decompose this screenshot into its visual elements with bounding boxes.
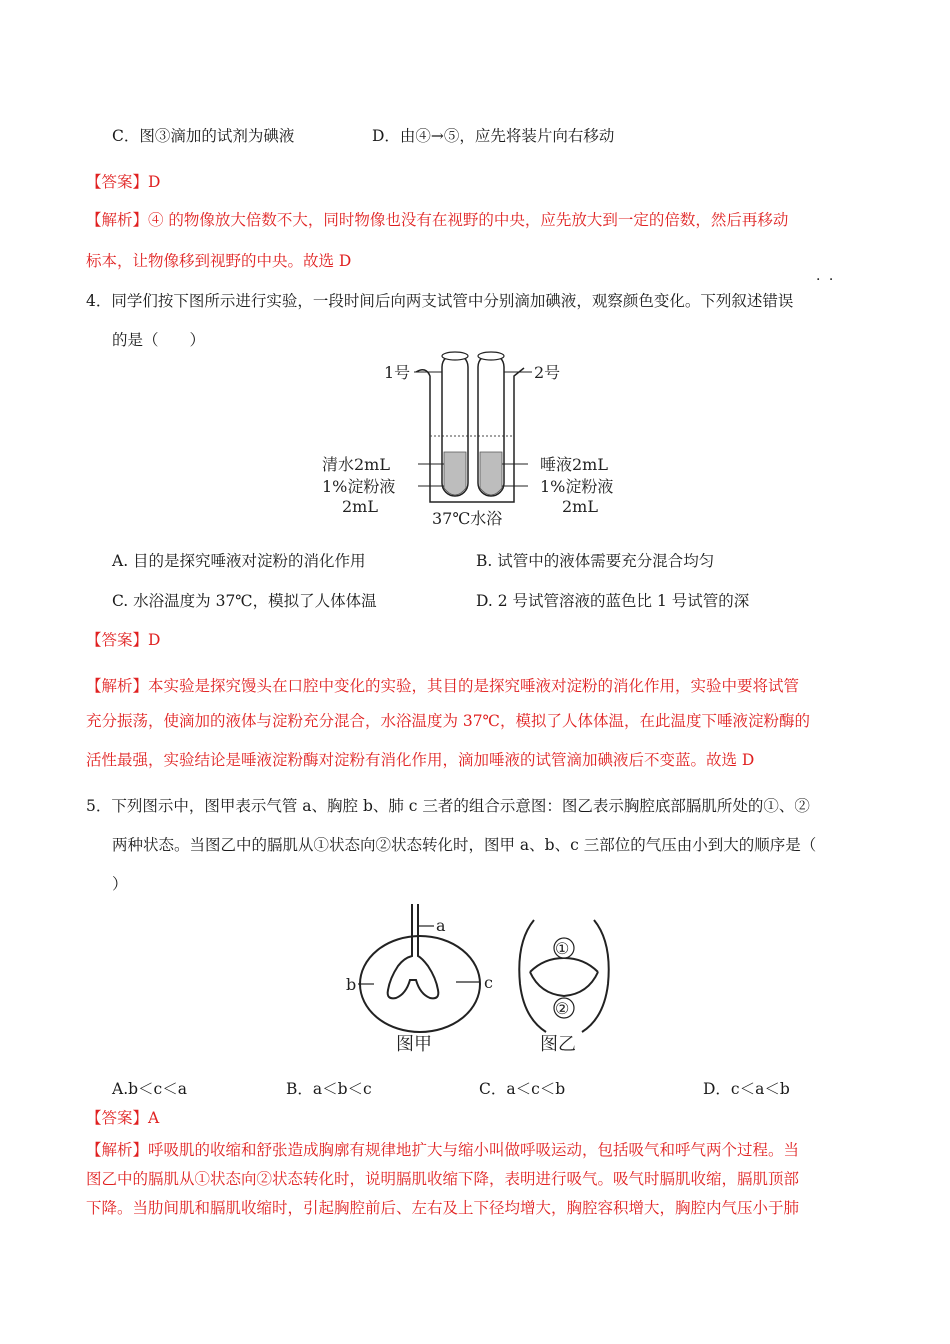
- q5-analysis-line3: 下降。当肋间肌和膈肌收缩时，引起胸腔前后、左右及上下径均增大，胸腔容积增大，胸腔内气压小于肺: [86, 1199, 800, 1217]
- q4-emphasis-dots: · ·: [816, 272, 836, 288]
- tube-1-label: 1号: [384, 363, 411, 382]
- tube-2-liquid: [480, 452, 502, 495]
- q4-stem-line2: 的是（ ）: [112, 331, 206, 349]
- q5-respiration-figure: [340, 898, 620, 1058]
- q4-option-a: A. 目的是探究唾液对淀粉的消化作用: [112, 552, 366, 570]
- q3-option-d: D．由④→⑤，应先将装片向右移动: [372, 127, 615, 145]
- q5-option-b: B．a＜b＜c: [286, 1080, 372, 1098]
- q4-analysis-line2: 充分振荡，使滴加的液体与淀粉充分混合，水浴温度为 37℃，模拟了人体体温，在此温度下唾液淀粉酶的: [86, 712, 810, 730]
- left-label-3: 2mL: [342, 497, 378, 516]
- tube-2-label: 2号: [534, 363, 561, 382]
- diaphragm-state-2: [530, 972, 598, 996]
- q3-analysis-line2: 标本，让物像移到视野的中央。故选 D: [86, 252, 352, 270]
- q3-answer: 【答案】D: [86, 173, 161, 191]
- q5-answer: 【答案】A: [86, 1109, 160, 1127]
- right-label-3: 2mL: [562, 497, 598, 516]
- q4-analysis-line1: 【解析】本实验是探究馒头在口腔中变化的实验，其目的是探究唾液对淀粉的消化作用，实验中要将试管: [86, 677, 800, 695]
- q4-option-b: B. 试管中的液体需要充分混合均匀: [476, 552, 715, 570]
- right-label-2: 1%淀粉液: [540, 477, 614, 496]
- left-label-1: 清水2mL: [322, 455, 390, 474]
- left-label-2: 1%淀粉液: [322, 477, 396, 496]
- q4-stem-line1: 4．同学们按下图所示进行实验，一段时间后向两支试管中分别滴加碘液，观察颜色变化。下列叙述错误: [86, 292, 794, 310]
- q4-option-d: D. 2 号试管溶液的蓝色比 1 号试管的深: [476, 592, 750, 610]
- caption-jia: 图甲: [396, 1034, 432, 1055]
- tube-1-liquid: [444, 452, 466, 495]
- caption-yi: 图乙: [540, 1034, 576, 1055]
- label-b: b: [346, 975, 357, 994]
- beaker-outline: [416, 368, 524, 502]
- bath-label: 37℃水浴: [432, 509, 503, 528]
- q3-analysis-line1: 【解析】④ 的物像放大倍数不大，同时物像也没有在视野的中央，应先放大到一定的倍数，然后再移动: [86, 211, 789, 229]
- q4-experiment-figure: [318, 346, 638, 532]
- q5-option-a: A.b＜c＜a: [112, 1080, 187, 1098]
- q4-answer: 【答案】D: [86, 631, 161, 649]
- q4-option-c: C. 水浴温度为 37℃，模拟了人体体温: [112, 592, 377, 610]
- q5-option-c: C．a＜c＜b: [479, 1080, 566, 1098]
- q5-stem-line2: 两种状态。当图乙中的膈肌从①状态向②状态转化时，图甲 a、b、c 三部位的气压由小到大的顺序是（: [112, 836, 817, 854]
- q5-stem-line1: 5．下列图示中，图甲表示气管 a、胸腔 b、肺 c 三者的组合示意图：图乙表示胸腔底部膈肌所处的①、②: [86, 797, 810, 815]
- q3-option-c: C．图③滴加的试剂为碘液: [112, 127, 295, 145]
- state-1-label: ①: [555, 939, 570, 958]
- trachea-and-lungs: [388, 904, 439, 998]
- diaphragm-state-1: [530, 958, 598, 972]
- q4-analysis-line3: 活性最强，实验结论是唾液淀粉酶对淀粉有消化作用，滴加唾液的试管滴加碘液后不变蓝。故选 D: [86, 751, 755, 769]
- right-label-1: 唾液2mL: [540, 455, 608, 474]
- q5-stem-line3: ）: [112, 875, 128, 893]
- label-c: c: [484, 973, 493, 992]
- q5-option-d: D．c＜a＜b: [703, 1080, 790, 1098]
- chest-cavity-b: [360, 936, 480, 1032]
- state-2-label: ②: [555, 999, 570, 1018]
- label-a: a: [436, 916, 446, 935]
- q5-analysis-line1: 【解析】呼吸肌的收缩和舒张造成胸廓有规律地扩大与缩小叫做呼吸运动，包括吸气和呼气两个过程。当: [86, 1141, 800, 1159]
- q5-analysis-line2: 图乙中的膈肌从①状态向②状态转化时，说明膈肌收缩下降，表明进行吸气。吸气时膈肌收缩，膈肌顶部: [86, 1170, 800, 1188]
